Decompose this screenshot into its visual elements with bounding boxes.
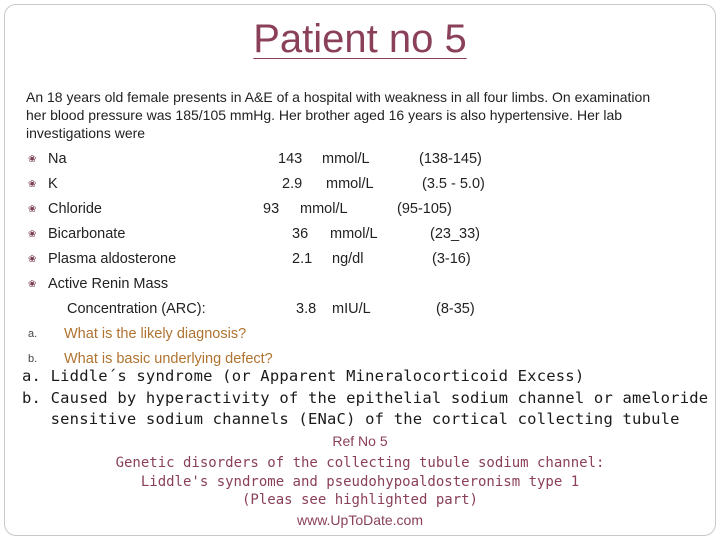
slide-title-text: Patient no 5 — [253, 17, 467, 61]
lab-value: 93 — [263, 201, 280, 217]
reference-number: Ref No 5 — [332, 433, 388, 449]
lab-unit: mIU/L — [332, 301, 371, 317]
question-letter: b. — [28, 353, 38, 365]
answer-line-a: a. Liddle´s syndrome (or Apparent Mineralocorticoid Excess) — [22, 367, 585, 385]
lab-range: (3-16) — [432, 251, 471, 267]
answer-line-b: b. Caused by hyperactivity of the epithelial sodium channel or ameloride — [22, 389, 709, 407]
lab-unit: ng/dl — [332, 251, 364, 267]
lab-value: 2.1 — [292, 251, 313, 267]
lab-unit: mmol/L — [322, 151, 370, 167]
lab-range: (23_33) — [430, 226, 480, 242]
lab-row-chloride — [0, 201, 720, 221]
reference-note: (Pleas see highlighted part) — [241, 492, 478, 508]
lab-row-renin — [0, 276, 720, 296]
question-text: What is basic underlying defect? — [64, 351, 273, 367]
lab-name: Active Renin Mass — [48, 276, 169, 292]
bullet-icon: ❀ — [28, 254, 37, 265]
question-a — [0, 326, 720, 346]
lab-value: 36 — [292, 226, 309, 242]
lab-row-bicarbonate — [0, 226, 720, 246]
lab-name: K — [48, 176, 58, 192]
lab-range: (95-105) — [397, 201, 452, 217]
lab-range: (8-35) — [436, 301, 475, 317]
lab-unit: mmol/L — [300, 201, 348, 217]
question-text: What is the likely diagnosis? — [64, 326, 247, 342]
lab-name: Na — [48, 151, 67, 167]
lab-range: (138-145) — [419, 151, 482, 167]
case-description: An 18 years old female presents in A&E of a hospital with weakness in all four limbs. On examination her blood pressure was 185/105 mmHg. Her brother aged 16 years is also hypertensive. Her lab investigations were — [26, 89, 651, 141]
bullet-icon: ❀ — [28, 279, 37, 290]
reference-title-line-1: Genetic disorders of the collecting tubule sodium channel: — [115, 455, 605, 471]
lab-name-continuation: Concentration (ARC): — [67, 301, 206, 317]
lab-row-renin-continued — [0, 301, 720, 321]
lab-row-aldosterone — [0, 251, 720, 271]
reference-source-link[interactable]: www.UpToDate.com — [296, 512, 424, 528]
lab-unit: mmol/L — [330, 226, 378, 242]
lab-value: 143 — [278, 151, 303, 167]
lab-range: (3.5 - 5.0) — [422, 176, 485, 192]
lab-name: Plasma aldosterone — [48, 251, 177, 267]
lab-name: Chloride — [48, 201, 102, 217]
lab-unit: mmol/L — [326, 176, 374, 192]
lab-value: 2.9 — [282, 176, 303, 192]
bullet-icon: ❀ — [28, 179, 37, 190]
question-letter: a. — [28, 328, 38, 340]
lab-value: 3.8 — [296, 301, 317, 317]
bullet-icon: ❀ — [28, 154, 37, 165]
lab-row-na — [0, 151, 720, 171]
slide-title — [0, 14, 720, 64]
answer-line-b-continued: sensitive sodium channels (ENaC) of the cortical collecting tubule — [22, 410, 680, 428]
lab-name: Bicarbonate — [48, 226, 126, 242]
reference-title-line-2: Liddle's syndrome and pseudohypoaldosteronism type 1 — [140, 474, 580, 490]
bullet-icon: ❀ — [28, 229, 37, 240]
lab-row-k — [0, 176, 720, 196]
bullet-icon: ❀ — [28, 204, 37, 215]
